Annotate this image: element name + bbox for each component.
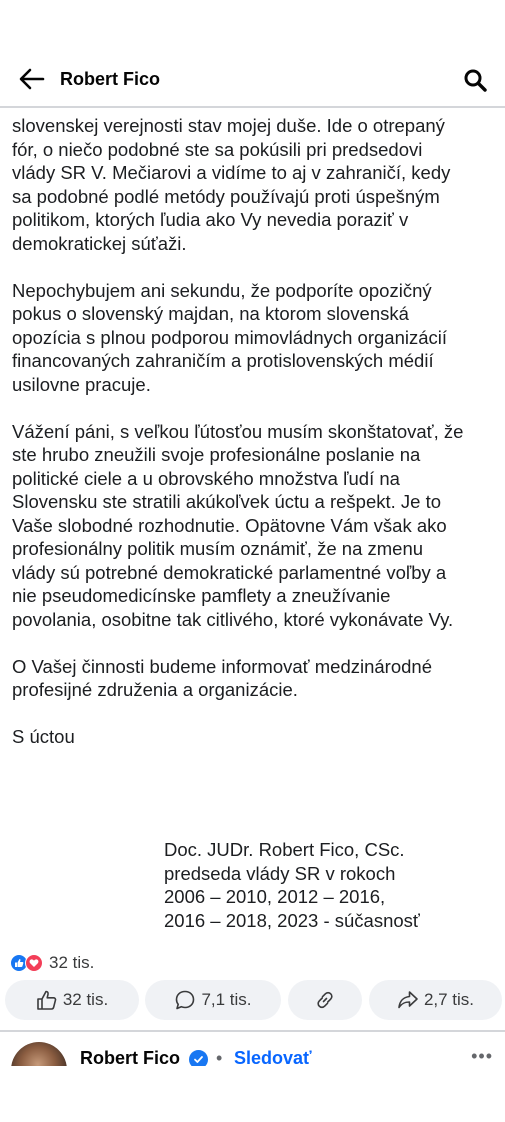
post-divider: [0, 1030, 505, 1032]
verified-badge-icon: [189, 1050, 208, 1066]
share-icon: [397, 989, 419, 1011]
comment-count: 7,1 tis.: [201, 990, 252, 1009]
copy-link-button[interactable]: [288, 980, 362, 1020]
post-paragraph: slovenskej verejnosti stav mojej duše. Ide o otrepaný fór, o niečo podobné ste sa pokúsili pri predsedovi vlády SR V. Mečiarovi a vidíme to aj v zahraničí, kedy sa podobné podlé metódy používajú proti úspešným politikom, ktorých ľudia ako Vy nevedia poraziť v demokratickej súťaži.: [12, 115, 451, 254]
love-reaction-icon: [25, 954, 43, 972]
avatar[interactable]: [11, 1042, 67, 1066]
next-post-header: [0, 1034, 505, 1066]
reaction-icons: [10, 954, 43, 972]
separator-dot: •: [216, 1048, 223, 1066]
post-actions: [5, 980, 502, 1020]
follow-button[interactable]: Sledovať: [234, 1048, 312, 1066]
comment-icon: [174, 989, 196, 1011]
search-icon: [463, 68, 487, 92]
reaction-summary[interactable]: [10, 952, 94, 974]
thumbs-up-icon: [36, 989, 58, 1011]
share-button[interactable]: [369, 980, 502, 1020]
more-options-icon[interactable]: •••: [471, 1046, 493, 1066]
arrow-left-icon: [19, 68, 45, 90]
like-count: 32 tis.: [62, 990, 109, 1009]
post-closing: S úctou: [12, 726, 75, 747]
top-bar: [0, 52, 505, 108]
post-body: [12, 114, 498, 772]
post-paragraph: O Vašej činnosti budeme informovať medzinárodné profesijné združenia a organizácie.: [12, 655, 432, 700]
like-button[interactable]: [5, 980, 139, 1020]
post-paragraph: Vážení páni, s veľkou ľútosťou musím skonštatovať, že ste hrubo zneužili svoje profesionálne poslanie na politické ciele a u obrovského množstva ľudí na Slovensku ste stratili akúkoľvek úctu a rešpekt. Je to Vaše slobodné rozhodnutie. Opätovne Vám však ako profesionálny politik musím oznámiť, že na zmenu vlády sú potrebné demokratické parlamentné voľby a nie pseudomedicínske pamflety a zneužívanie povolania, osobitne tak citlivého, ktoré vykonávate Vy.: [12, 420, 464, 630]
post-signature: Doc. JUDr. Robert Fico, CSc. predseda vlády SR v rokoch 2006 – 2010, 2012 – 2016, 2016 – 2018, 2023 - súčasnosť: [164, 839, 420, 931]
search-button[interactable]: [455, 60, 495, 100]
next-post-author[interactable]: Robert Fico: [80, 1048, 181, 1066]
page-title: Robert Fico: [60, 68, 161, 89]
reaction-count: 32 tis.: [49, 953, 95, 972]
comment-button[interactable]: [145, 980, 281, 1020]
post-paragraph: Nepochybujem ani sekundu, že podporíte opozičný pokus o slovenský majdan, na ktorom slovenská opozícia s plnou podporou mimovládnych organizácií financovaných zahraničím a protislovenských médií usilovne pracuje.: [12, 279, 448, 395]
share-count: 2,7 tis.: [423, 990, 475, 1009]
link-icon: [314, 989, 336, 1011]
back-button[interactable]: [12, 59, 52, 99]
